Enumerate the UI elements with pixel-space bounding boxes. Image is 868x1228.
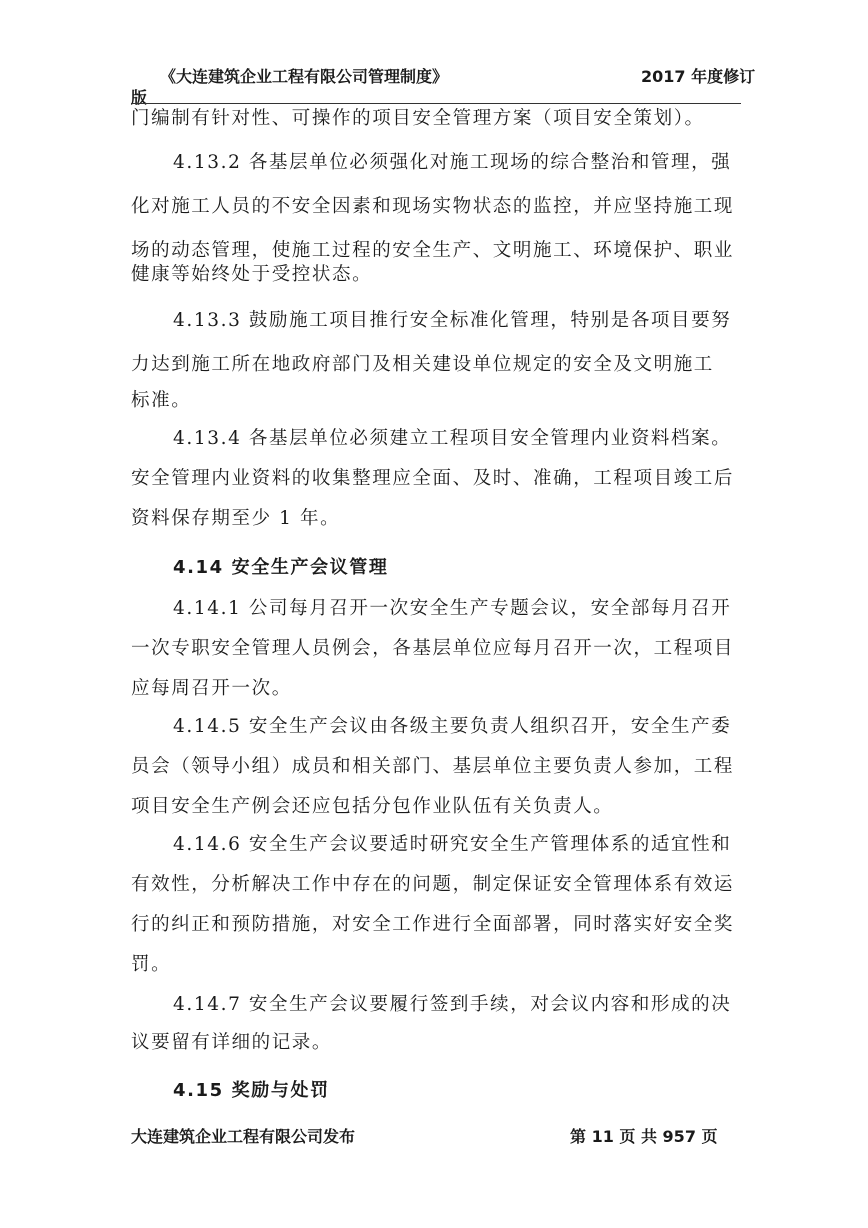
body-line: 罚。 (131, 954, 172, 975)
body-line: 一次专职安全管理人员例会，各基层单位应每月召开一次，工程项目 (131, 638, 735, 659)
body-line: 化对施工人员的不安全因素和现场实物状态的监控，并应坚持施工现 (131, 196, 735, 217)
body-line: 4.14.6 安全生产会议要适时研究安全生产管理体系的适宜性和 (173, 834, 732, 855)
header-edition: 2017 年度修订 (641, 67, 756, 86)
body-line: 4.13.4 各基层单位必须建立工程项目安全管理内业资料档案。 (173, 428, 732, 449)
body-line: 行的纠正和预防措施，对安全工作进行全面部署，同时落实好安全奖 (131, 914, 735, 935)
body-line: 安全管理内业资料的收集整理应全面、及时、准确，工程项目竣工后 (131, 468, 735, 489)
body-line: 资料保存期至少 1 年。 (131, 508, 341, 529)
section-heading: 4.15 奖励与处罚 (173, 1080, 330, 1101)
body-line: 场的动态管理，使施工过程的安全生产、文明施工、环境保护、职业 (131, 240, 735, 261)
section-heading: 4.14 安全生产会议管理 (173, 557, 389, 578)
body-line: 4.14.5 安全生产会议由各级主要负责人组织召开，安全生产委 (173, 716, 732, 737)
body-line: 健康等始终处于受控状态。 (131, 264, 373, 285)
body-line: 4.13.3 鼓励施工项目推行安全标准化管理，特别是各项目要努 (173, 310, 732, 331)
body-line: 4.14.1 公司每月召开一次安全生产专题会议，安全部每月召开 (173, 598, 732, 619)
body-line: 员会（领导小组）成员和相关部门、基层单位主要负责人参加，工程 (131, 756, 735, 777)
body-line: 门编制有针对性、可操作的项目安全管理方案（项目安全策划）。 (131, 108, 705, 129)
footer-page-number: 第 11 页 共 957 页 (570, 1127, 718, 1146)
header-title: 《大连建筑企业工程有限公司管理制度》 (160, 67, 449, 86)
body-line: 力达到施工所在地政府部门及相关建设单位规定的安全及文明施工 (131, 354, 714, 375)
body-line: 有效性，分析解决工作中存在的问题，制定保证安全管理体系有效运 (131, 874, 735, 895)
body-line: 4.13.2 各基层单位必须强化对施工现场的综合整治和管理，强 (173, 152, 732, 173)
body-line: 项目安全生产例会还应包括分包作业队伍有关负责人。 (131, 796, 614, 817)
body-line: 4.14.7 安全生产会议要履行签到手续，对会议内容和形成的决 (173, 994, 732, 1015)
footer-publisher: 大连建筑企业工程有限公司发布 (131, 1127, 356, 1146)
body-line: 标准。 (131, 390, 192, 411)
body-line: 应每周召开一次。 (131, 678, 292, 699)
body-line: 议要留有详细的记录。 (131, 1032, 333, 1053)
header-edition-wrap: 版 (131, 88, 148, 107)
